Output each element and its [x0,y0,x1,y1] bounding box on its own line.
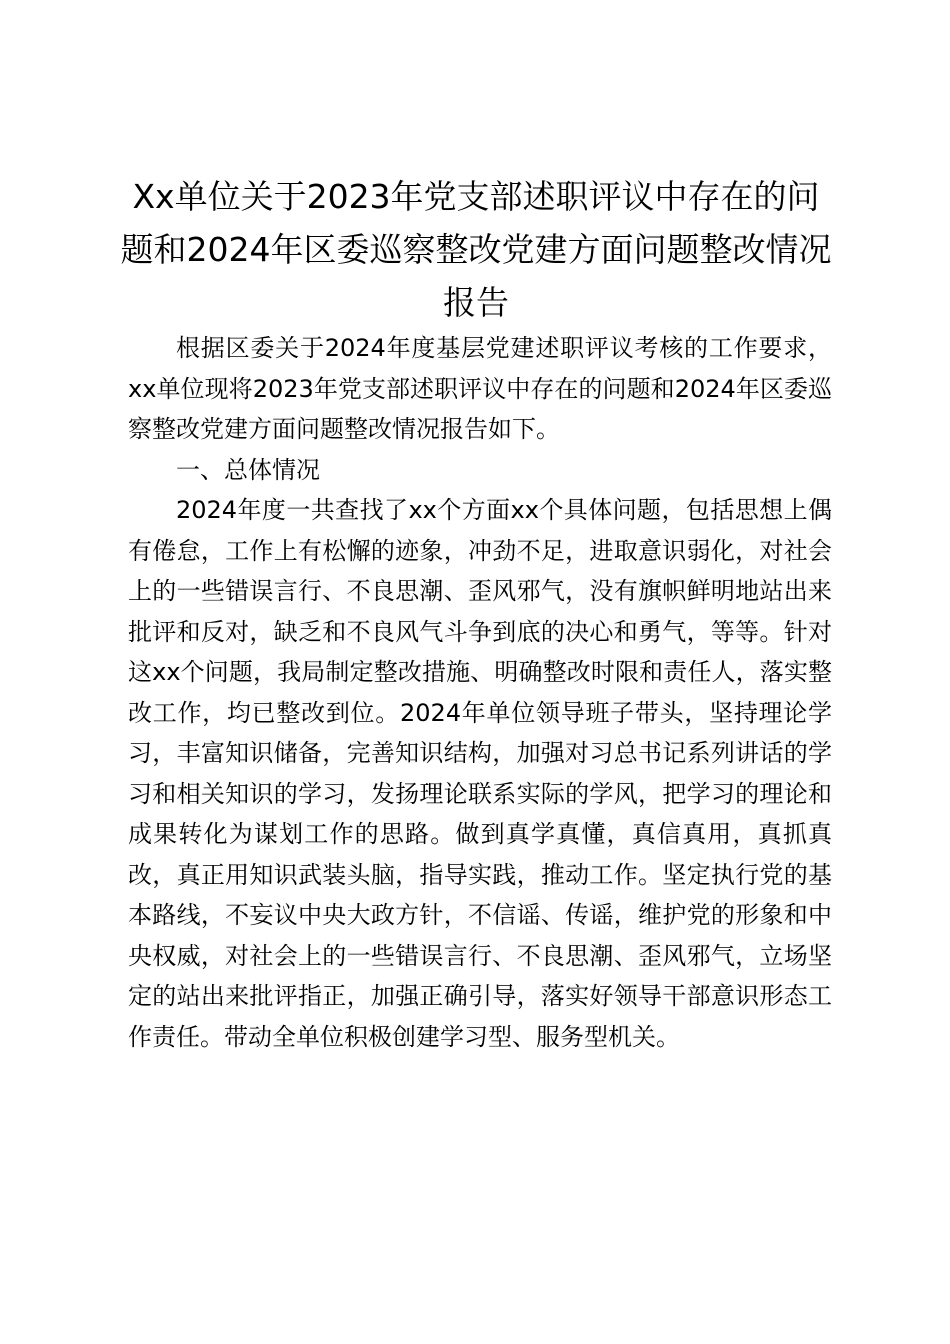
document-title: Xx单位关于2023年党支部述职评议中存在的问题和2024年区委巡察整改党建方面问题整改情况报告 [120,177,832,322]
document-body [128,328,832,1057]
section-paragraph: 2024年度一共查找了xx个方面xx个具体问题，包括思想上偶有倦怠，工作上有松懈的迹象，冲劲不足，进取意识弱化，对社会上的一些错误言行、不良思潮、歪风邪气，没有旗帜鲜明地站出来批评和反对，缺乏和不良风气斗争到底的决心和勇气，等等。针对这xx个问题，我局制定整改措施、明确整改时限和责任人，落实整改工作，均已整改到位。2024年单位领导班子带头，坚持理论学习，丰富知识储备，完善知识结构，加强对习总书记系列讲话的学习和相关知识的学习，发扬理论联系实际的学风，把学习的理论和成果转化为谋划工作的思路。做到真学真懂，真信真用，真抓真改，真正用知识武装头脑，指导实践，推动工作。坚定执行党的基本路线，不妄议中央大政方针，不信谣、传谣，维护党的形象和中央权威，对社会上的一些错误言行、不良思潮、歪风邪气，立场坚定的站出来批评指正，加强正确引导，落实好领导干部意识形态工作责任。带动全单位积极创建学习型、服务型机关。 [128,496,832,1051]
intro-paragraph: 根据区委关于2024年度基层党建述职评议考核的工作要求，xx单位现将2023年党支部述职评议中存在的问题和2024年区委巡察整改党建方面问题整改情况报告如下。 [128,334,832,443]
section-heading: 一、总体情况 [176,455,320,484]
